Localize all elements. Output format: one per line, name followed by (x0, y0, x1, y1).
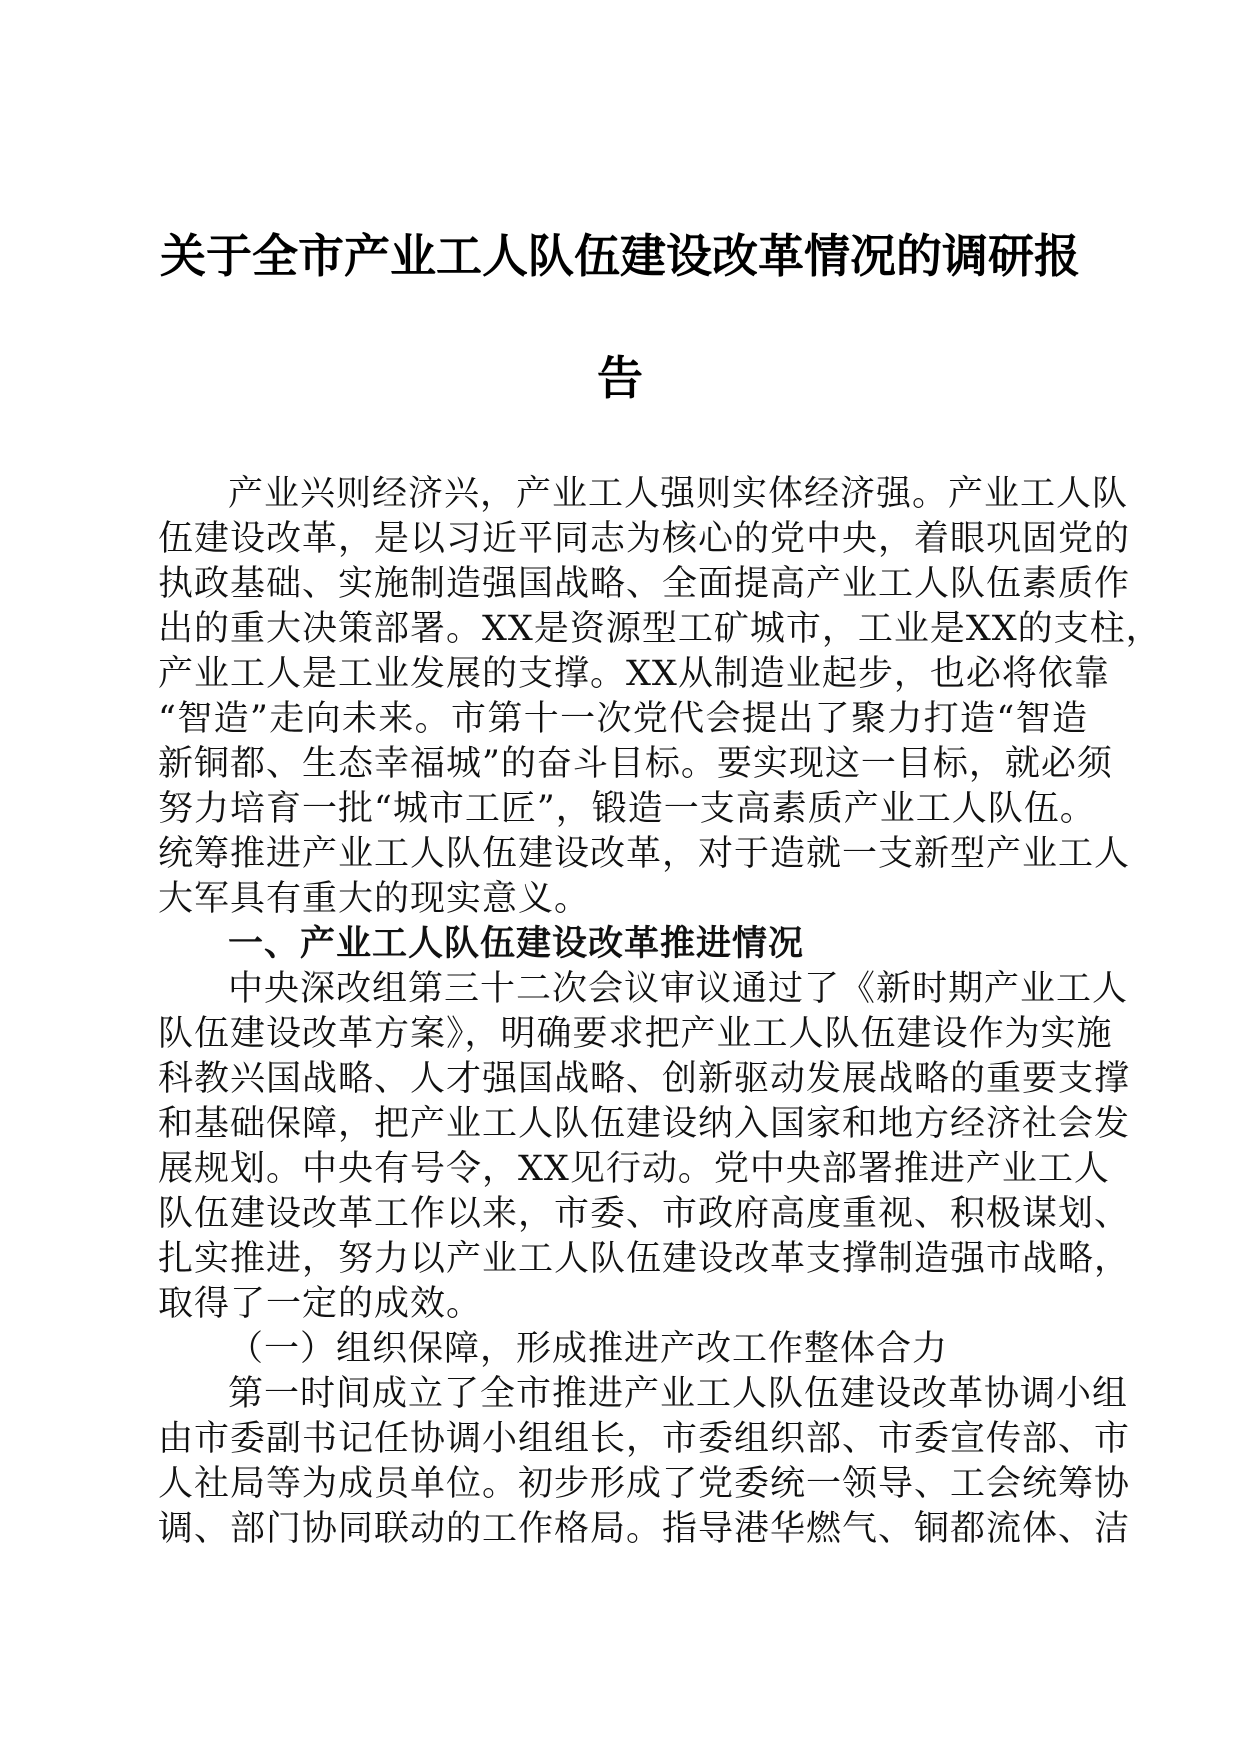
paragraph-line: 新铜都、生态幸福城”的奋斗目标。要实现这一目标，就必须 (158, 744, 1113, 784)
paragraph-line: 出的重大决策部署。XX是资源型工矿城市，工业是XX的支柱， (158, 609, 1162, 649)
paragraph-line: 和基础保障，把产业工人队伍建设纳入国家和地方经济社会发 (158, 1104, 1131, 1144)
paragraph-line: 队伍建设改革工作以来，市委、市政府高度重视、积极谋划、 (158, 1194, 1131, 1234)
paragraph-line: 调、部门协同联动的工作格局。指导港华燃气、铜都流体、洁 (158, 1509, 1131, 1549)
paragraph-line: 产业兴则经济兴，产业工人强则实体经济强。产业工人队 (228, 474, 1129, 514)
paragraph-line: 展规划。中央有号令，XX见行动。党中央部署推进产业工人 (158, 1149, 1110, 1189)
section-heading: 一、产业工人队伍建设改革推进情况 (228, 924, 805, 964)
subsection-heading: （一）组织保障，形成推进产改工作整体合力 (228, 1329, 949, 1369)
paragraph-line: 由市委副书记任协调小组组长，市委组织部、市委宣传部、市 (158, 1419, 1131, 1459)
paragraph-line: 统筹推进产业工人队伍建设改革，对于造就一支新型产业工人 (158, 834, 1131, 874)
document-title-line-2: 告 (597, 351, 643, 405)
paragraph-line: 努力培育一批“城市工匠”，锻造一支高素质产业工人队伍。 (158, 789, 1096, 829)
paragraph-line: 中央深改组第三十二次会议审议通过了《新时期产业工人 (228, 969, 1129, 1009)
paragraph-line: 大军具有重大的现实意义。 (158, 879, 591, 919)
paragraph-line: 第一时间成立了全市推进产业工人队伍建设改革协调小组 (228, 1374, 1129, 1414)
paragraph-line: “智造”走向未来。市第十一次党代会提出了聚力打造“智造 (158, 699, 1088, 739)
paragraph-line: 执政基础、实施制造强国战略、全面提高产业工人队伍素质作 (158, 564, 1131, 604)
paragraph-line: 科教兴国战略、人才强国战略、创新驱动发展战略的重要支撑 (158, 1059, 1131, 1099)
document-body (158, 472, 1162, 1552)
document-title-line-1: 关于全市产业工人队伍建设改革情况的调研报 (160, 229, 1080, 283)
paragraph-line: 伍建设改革，是以习近平同志为核心的党中央，着眼巩固党的 (158, 519, 1131, 559)
paragraph-line: 队伍建设改革方案》，明确要求把产业工人队伍建设作为实施 (158, 1014, 1113, 1054)
paragraph-line: 人社局等为成员单位。初步形成了党委统一领导、工会统筹协 (158, 1464, 1131, 1504)
paragraph-line: 扎实推进，努力以产业工人队伍建设改革支撑制造强市战略， (158, 1239, 1131, 1279)
paragraph-line: 产业工人是工业发展的支撑。XX从制造业起步，也必将依靠 (158, 654, 1110, 694)
paragraph-line: 取得了一定的成效。 (158, 1284, 483, 1324)
